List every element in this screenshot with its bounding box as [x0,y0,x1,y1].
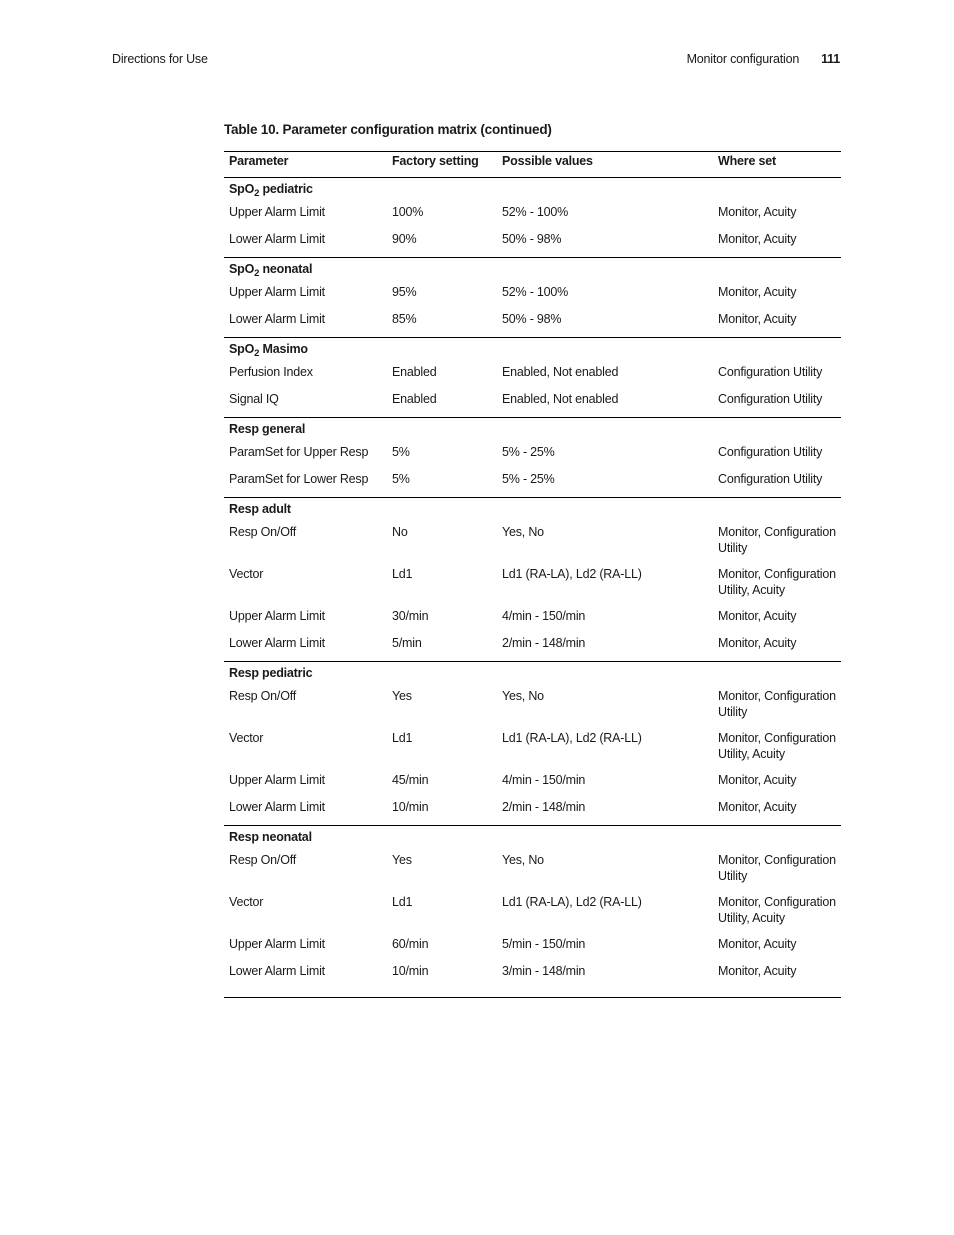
table-row [224,635,841,662]
cell-factory-setting: 30/min [392,609,429,623]
running-header-title: Directions for Use [112,52,208,66]
section-title-main: SpO [229,342,255,356]
cell-factory-setting: 95% [392,285,417,299]
cell-possible-values: Yes, No [502,525,544,539]
column-header-where-set: Where set [713,152,841,178]
cell-factory-setting: Enabled [392,365,437,379]
table-row [224,311,841,338]
cell-parameter: Upper Alarm Limit [229,285,325,299]
table-row [224,284,841,311]
cell-where-set: Monitor, Configuration Utility, Acuity [718,731,836,761]
table-row [224,799,841,826]
section-title [224,338,841,365]
table-body [224,178,841,998]
section-title-rest: pediatric [259,182,313,196]
cell-parameter: Lower Alarm Limit [224,963,387,998]
section-row [224,418,841,445]
table-row [224,730,841,772]
table-caption: Table 10. Parameter configuration matrix (continued) [224,122,552,137]
cell-where-set: Monitor, Acuity [718,799,797,814]
cell-possible-values: 4/min - 150/min [502,773,586,787]
table-row [224,963,841,998]
section-title [224,258,841,285]
cell-where-set: Monitor, Configuration Utility, Acuity [718,895,836,925]
cell-parameter: Vector [229,731,264,745]
section-title-main: SpO [229,182,255,196]
cell-where-set: Monitor, Configuration Utility [718,689,836,719]
table-row [224,444,841,471]
column-header-possible-values: Possible values [497,152,713,178]
table-row [224,204,841,231]
section-row [224,498,841,525]
cell-parameter: Upper Alarm Limit [229,773,325,787]
cell-factory-setting: 5% [392,445,410,459]
table-row [224,772,841,799]
table-row [224,688,841,730]
cell-where-set: Monitor, Acuity [718,311,797,326]
section-title [224,826,841,853]
cell-where-set: Configuration Utility [718,445,823,459]
cell-possible-values: Ld1 (RA-LA), Ld2 (RA-LL) [502,567,642,581]
column-header-factory-setting: Factory setting [387,152,497,178]
cell-possible-values: 2/min - 148/min [502,635,586,650]
section-title-main: Resp neonatal [229,830,312,844]
cell-factory-setting: 5% [392,471,410,486]
table-row [224,391,841,418]
cell-where-set: Monitor, Configuration Utility, Acuity [718,567,836,597]
cell-parameter: ParamSet for Lower Resp [229,471,369,486]
cell-possible-values: 2/min - 148/min [502,799,586,814]
cell-factory-setting: 10/min [387,963,497,998]
cell-possible-values: Yes, No [502,689,544,703]
cell-parameter: Perfusion Index [229,365,313,379]
cell-possible-values: Yes, No [502,853,544,867]
cell-factory-setting: Ld1 [392,567,413,581]
cell-factory-setting: 90% [392,231,417,246]
page-number: 111 [821,52,840,66]
parameter-configuration-table [224,151,841,998]
cell-possible-values: 3/min - 148/min [497,963,713,998]
cell-factory-setting: 10/min [392,799,429,814]
cell-parameter: Vector [229,895,264,909]
cell-where-set: Monitor, Configuration Utility [718,525,836,555]
table-row [224,608,841,635]
cell-possible-values: 52% - 100% [502,205,569,219]
table-row [224,852,841,894]
table-row [224,471,841,498]
cell-parameter: Lower Alarm Limit [229,635,325,650]
cell-possible-values: 5% - 25% [502,471,555,486]
running-header-right [687,52,840,66]
cell-parameter: ParamSet for Upper Resp [229,445,369,459]
cell-parameter: Resp On/Off [229,525,297,539]
cell-possible-values: Enabled, Not enabled [502,391,619,406]
section-row [224,826,841,853]
table-row [224,364,841,391]
cell-where-set: Monitor, Acuity [718,609,797,623]
cell-possible-values: 52% - 100% [502,285,569,299]
cell-parameter: Upper Alarm Limit [229,937,325,951]
cell-where-set: Configuration Utility [718,391,823,406]
cell-where-set: Monitor, Acuity [718,937,797,951]
section-title-rest: neonatal [259,262,313,276]
cell-parameter: Resp On/Off [229,689,297,703]
cell-parameter: Signal IQ [229,391,279,406]
cell-where-set: Configuration Utility [718,471,823,486]
column-header-parameter: Parameter [224,152,387,178]
cell-possible-values: 5/min - 150/min [502,937,586,951]
cell-factory-setting: 100% [392,205,424,219]
section-title-main: SpO [229,262,255,276]
section-title-subscript: 2 [254,188,260,199]
cell-where-set: Monitor, Acuity [718,205,797,219]
section-title-rest: Masimo [259,342,308,356]
table-header-row [224,152,841,178]
cell-possible-values: 4/min - 150/min [502,609,586,623]
cell-where-set: Monitor, Configuration Utility [718,853,836,883]
section-row [224,662,841,689]
cell-possible-values: Ld1 (RA-LA), Ld2 (RA-LL) [502,731,642,745]
cell-factory-setting: Enabled [392,391,437,406]
section-title-main: Resp general [229,422,306,436]
section-title-main: Resp pediatric [229,666,313,680]
cell-parameter: Lower Alarm Limit [229,799,325,814]
cell-parameter: Upper Alarm Limit [229,205,325,219]
table-row [224,936,841,963]
cell-factory-setting: Ld1 [392,731,413,745]
section-row [224,338,841,365]
cell-possible-values: Ld1 (RA-LA), Ld2 (RA-LL) [502,895,642,909]
cell-possible-values: Enabled, Not enabled [502,365,619,379]
cell-possible-values: 50% - 98% [502,231,562,246]
cell-possible-values: 50% - 98% [502,311,562,326]
cell-factory-setting: 60/min [392,937,429,951]
cell-factory-setting: Ld1 [392,895,413,909]
cell-parameter: Lower Alarm Limit [229,311,325,326]
cell-where-set: Monitor, Acuity [718,285,797,299]
cell-where-set: Monitor, Acuity [718,773,797,787]
cell-parameter: Vector [229,567,264,581]
table-row [224,231,841,258]
section-title [224,498,841,525]
cell-where-set: Monitor, Acuity [713,963,841,998]
running-header-section: Monitor configuration [686,52,800,66]
table-row [224,894,841,936]
cell-parameter: Upper Alarm Limit [229,609,325,623]
table-row [224,524,841,566]
section-row [224,258,841,285]
table-row [224,566,841,608]
section-row [224,178,841,205]
cell-factory-setting: Yes [392,689,412,703]
section-title-subscript: 2 [254,268,260,279]
section-title-subscript: 2 [254,348,260,359]
cell-factory-setting: No [392,525,408,539]
section-title-main: Resp adult [229,502,291,516]
cell-where-set: Configuration Utility [718,365,823,379]
section-title [224,178,841,205]
section-title [224,662,841,689]
cell-where-set: Monitor, Acuity [718,635,797,650]
cell-parameter: Resp On/Off [229,853,297,867]
cell-factory-setting: Yes [392,853,412,867]
cell-factory-setting: 5/min [392,635,422,650]
cell-factory-setting: 45/min [392,773,429,787]
cell-parameter: Lower Alarm Limit [229,231,325,246]
cell-where-set: Monitor, Acuity [718,231,797,246]
cell-possible-values: 5% - 25% [502,445,555,459]
cell-factory-setting: 85% [392,311,417,326]
section-title [224,418,841,445]
